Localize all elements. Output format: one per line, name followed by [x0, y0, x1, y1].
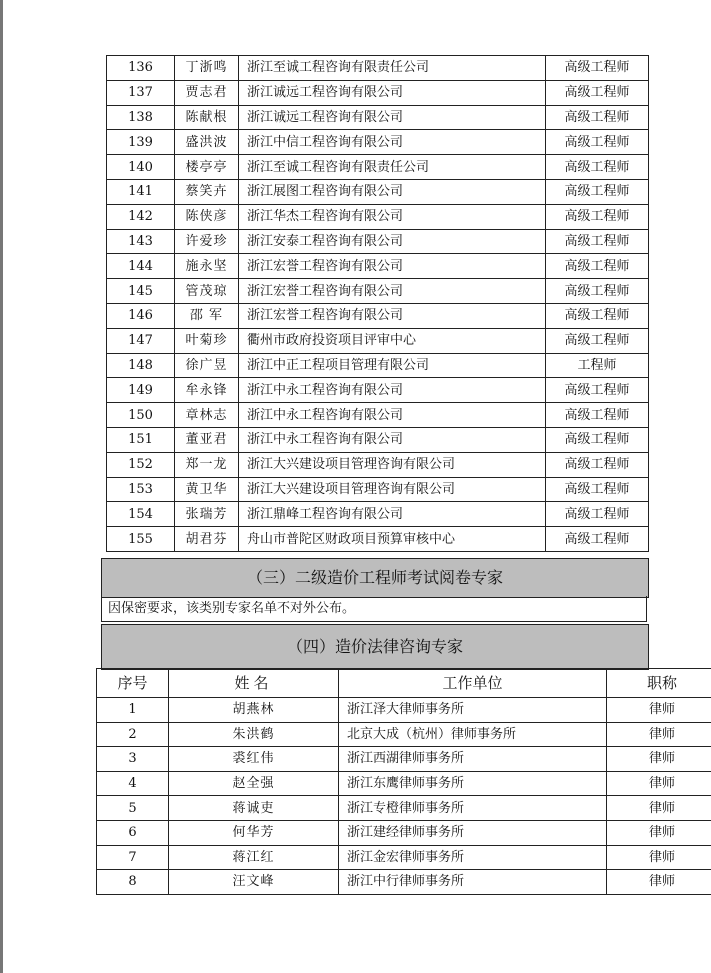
cell-name: 楼亭亭: [175, 155, 239, 180]
header-no: 序号: [97, 669, 169, 698]
cell-org: 浙江中信工程咨询有限公司: [239, 130, 546, 155]
cell-title: 高级工程师: [546, 378, 649, 403]
cell-name: 董亚君: [175, 427, 239, 452]
experts-table-body: [107, 56, 649, 552]
cell-no: 141: [107, 179, 175, 204]
table-row: [107, 254, 649, 279]
cell-name: 蒋江红: [169, 845, 339, 870]
table-row: [97, 845, 711, 870]
cell-no: 5: [97, 796, 169, 821]
cell-name: 丁浙鸣: [175, 56, 239, 81]
table-row: [107, 56, 649, 81]
cell-title: 高级工程师: [546, 427, 649, 452]
cell-title: 高级工程师: [546, 452, 649, 477]
cell-title: 高级工程师: [546, 477, 649, 502]
cell-title: 律师: [607, 771, 711, 796]
table-row: [97, 698, 711, 723]
table-header-row: [97, 669, 711, 698]
table-row: [107, 477, 649, 502]
cell-title: 高级工程师: [546, 130, 649, 155]
cell-org: 浙江东鹰律师事务所: [339, 771, 607, 796]
cell-name: 贾志君: [175, 80, 239, 105]
cell-name: 陈献根: [175, 105, 239, 130]
cell-no: 155: [107, 527, 175, 552]
cell-name: 赵全强: [169, 771, 339, 796]
cell-no: 142: [107, 204, 175, 229]
cell-title: 律师: [607, 820, 711, 845]
table-row: [107, 204, 649, 229]
table-row: [107, 452, 649, 477]
experts-table: [106, 55, 649, 552]
cell-no: 3: [97, 747, 169, 772]
cell-title: 高级工程师: [546, 80, 649, 105]
cell-name: 蒋诚吏: [169, 796, 339, 821]
cell-no: 150: [107, 403, 175, 428]
cell-title: 高级工程师: [546, 303, 649, 328]
cell-title: 高级工程师: [546, 56, 649, 81]
cell-name: 施永坚: [175, 254, 239, 279]
table-row: [107, 279, 649, 304]
cell-title: 高级工程师: [546, 254, 649, 279]
cell-org: 浙江诚远工程咨询有限公司: [239, 105, 546, 130]
cell-no: 149: [107, 378, 175, 403]
cell-title: 高级工程师: [546, 328, 649, 353]
section-3-heading: （三）二级造价工程师考试阅卷专家: [101, 558, 649, 598]
cell-title: 律师: [607, 722, 711, 747]
cell-name: 何华芳: [169, 820, 339, 845]
table-row: [107, 303, 649, 328]
cell-title: 律师: [607, 796, 711, 821]
cell-org: 浙江中永工程咨询有限公司: [239, 427, 546, 452]
table-row: [97, 722, 711, 747]
cell-org: 北京大成（杭州）律师事务所: [339, 722, 607, 747]
cell-name: 黄卫华: [175, 477, 239, 502]
cell-no: 140: [107, 155, 175, 180]
cell-org: 浙江鼎峰工程咨询有限公司: [239, 502, 546, 527]
cell-title: 律师: [607, 845, 711, 870]
cell-name: 盛洪波: [175, 130, 239, 155]
table-row: [107, 229, 649, 254]
cell-org: 浙江展图工程咨询有限公司: [239, 179, 546, 204]
table-row: [107, 179, 649, 204]
section-4-heading: （四）造价法律咨询专家: [101, 624, 649, 670]
cell-org: 浙江华杰工程咨询有限公司: [239, 204, 546, 229]
cell-org: 舟山市普陀区财政项目预算审核中心: [239, 527, 546, 552]
table-row: [107, 130, 649, 155]
cell-no: 137: [107, 80, 175, 105]
cell-org: 浙江宏誉工程咨询有限公司: [239, 303, 546, 328]
cell-no: 138: [107, 105, 175, 130]
cell-org: 浙江宏誉工程咨询有限公司: [239, 254, 546, 279]
table-row: [107, 328, 649, 353]
section-3-notice: 因保密要求，该类别专家名单不对外公布。: [101, 596, 647, 622]
cell-no: 8: [97, 870, 169, 895]
cell-no: 6: [97, 820, 169, 845]
cell-org: 浙江诚远工程咨询有限公司: [239, 80, 546, 105]
cell-name: 许爱珍: [175, 229, 239, 254]
cell-title: 高级工程师: [546, 204, 649, 229]
cell-org: 浙江中行律师事务所: [339, 870, 607, 895]
cell-name: 胡君芬: [175, 527, 239, 552]
cell-name: 邵 军: [175, 303, 239, 328]
cell-title: 高级工程师: [546, 155, 649, 180]
cell-no: 146: [107, 303, 175, 328]
cell-no: 136: [107, 56, 175, 81]
legal-experts-table: [96, 668, 711, 895]
table-row: [97, 820, 711, 845]
cell-name: 陈侠彦: [175, 204, 239, 229]
cell-no: 154: [107, 502, 175, 527]
table-row: [107, 403, 649, 428]
cell-no: 1: [97, 698, 169, 723]
cell-name: 胡燕林: [169, 698, 339, 723]
table-row: [107, 353, 649, 378]
cell-name: 裘红伟: [169, 747, 339, 772]
cell-title: 工程师: [546, 353, 649, 378]
cell-title: 高级工程师: [546, 229, 649, 254]
cell-no: 7: [97, 845, 169, 870]
cell-no: 147: [107, 328, 175, 353]
cell-no: 4: [97, 771, 169, 796]
cell-no: 143: [107, 229, 175, 254]
header-org: 工作单位: [339, 669, 607, 698]
table-row: [107, 80, 649, 105]
cell-name: 朱洪鹤: [169, 722, 339, 747]
header-name: 姓名: [169, 669, 339, 698]
cell-no: 2: [97, 722, 169, 747]
table-row: [97, 796, 711, 821]
page-edge: [0, 0, 3, 973]
cell-name: 管茂琼: [175, 279, 239, 304]
cell-name: 叶菊珍: [175, 328, 239, 353]
table-row: [97, 771, 711, 796]
cell-org: 浙江泽大律师事务所: [339, 698, 607, 723]
cell-no: 151: [107, 427, 175, 452]
cell-name: 蔡笑卉: [175, 179, 239, 204]
cell-org: 浙江西湖律师事务所: [339, 747, 607, 772]
cell-org: 衢州市政府投资项目评审中心: [239, 328, 546, 353]
table-row: [107, 155, 649, 180]
cell-name: 牟永锋: [175, 378, 239, 403]
cell-org: 浙江至诚工程咨询有限责任公司: [239, 155, 546, 180]
table-row: [107, 378, 649, 403]
cell-org: 浙江大兴建设项目管理咨询有限公司: [239, 452, 546, 477]
table-row: [97, 870, 711, 895]
header-title: 职称: [607, 669, 711, 698]
cell-title: 高级工程师: [546, 527, 649, 552]
cell-name: 章林志: [175, 403, 239, 428]
cell-no: 152: [107, 452, 175, 477]
cell-no: 144: [107, 254, 175, 279]
cell-title: 律师: [607, 747, 711, 772]
cell-name: 汪文峰: [169, 870, 339, 895]
cell-org: 浙江中正工程项目管理有限公司: [239, 353, 546, 378]
cell-org: 浙江中永工程咨询有限公司: [239, 403, 546, 428]
cell-no: 139: [107, 130, 175, 155]
cell-name: 张瑞芳: [175, 502, 239, 527]
cell-title: 高级工程师: [546, 279, 649, 304]
cell-org: 浙江专橙律师事务所: [339, 796, 607, 821]
cell-org: 浙江至诚工程咨询有限责任公司: [239, 56, 546, 81]
table-row: [107, 527, 649, 552]
table-row: [107, 105, 649, 130]
cell-org: 浙江建经律师事务所: [339, 820, 607, 845]
cell-no: 148: [107, 353, 175, 378]
cell-name: 郑一龙: [175, 452, 239, 477]
cell-title: 律师: [607, 698, 711, 723]
cell-title: 高级工程师: [546, 105, 649, 130]
cell-title: 高级工程师: [546, 502, 649, 527]
cell-no: 153: [107, 477, 175, 502]
cell-org: 浙江大兴建设项目管理咨询有限公司: [239, 477, 546, 502]
table-row: [107, 427, 649, 452]
cell-org: 浙江宏誉工程咨询有限公司: [239, 279, 546, 304]
cell-title: 律师: [607, 870, 711, 895]
table-row: [107, 502, 649, 527]
cell-org: 浙江金宏律师事务所: [339, 845, 607, 870]
cell-org: 浙江安泰工程咨询有限公司: [239, 229, 546, 254]
cell-name: 徐广昱: [175, 353, 239, 378]
cell-title: 高级工程师: [546, 403, 649, 428]
cell-title: 高级工程师: [546, 179, 649, 204]
legal-experts-table-body: [97, 669, 711, 895]
cell-org: 浙江中永工程咨询有限公司: [239, 378, 546, 403]
table-row: [97, 747, 711, 772]
cell-no: 145: [107, 279, 175, 304]
